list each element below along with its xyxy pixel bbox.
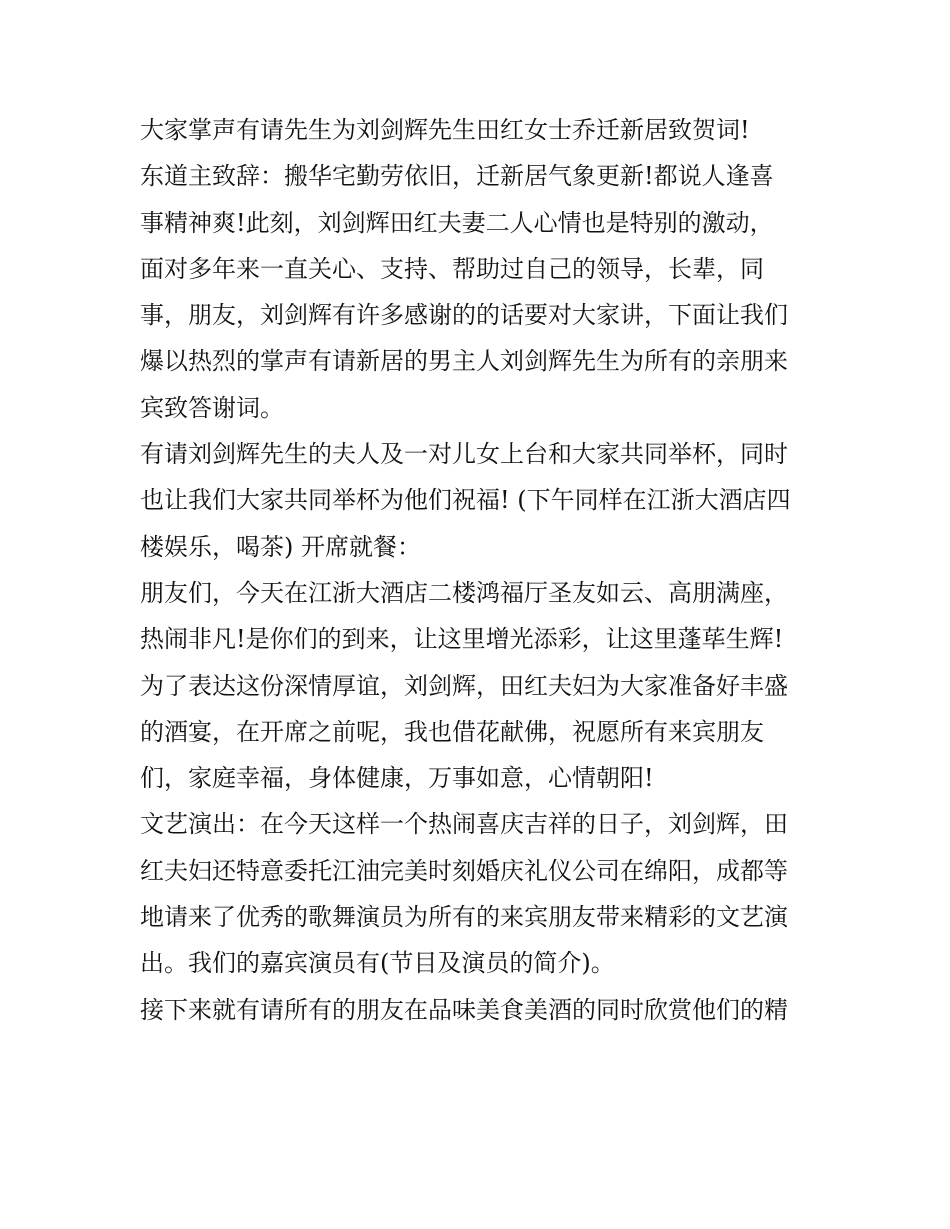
text-line: 宾致答谢词。	[140, 393, 284, 422]
document-body	[140, 107, 815, 1033]
text-line: 红夫妇还特意委托江油完美时刻婚庆礼仪公司在绵阳，成都等	[140, 856, 788, 885]
text-line: 文艺演出：在今天这样一个热闹喜庆吉祥的日子，刘剑辉，田	[140, 810, 788, 839]
text-line: 的酒宴，在开席之前呢，我也借花献佛，祝愿所有来宾朋友	[140, 717, 764, 746]
text-line: 楼娱乐，喝茶) 开席就餐：	[140, 532, 421, 561]
text-line: 热闹非凡!是你们的到来，让这里增光添彩，让这里蓬荜生辉!	[140, 625, 784, 654]
text-line: 面对多年来一直关心、支持、帮助过自己的领导，长辈，同	[140, 254, 764, 283]
text-line: 接下来就有请所有的朋友在品味美食美酒的同时欣赏他们的精	[140, 995, 788, 1024]
text-line: 事精神爽!此刻，刘剑辉田红夫妻二人心情也是特别的激动，	[140, 208, 774, 237]
text-line: 们，家庭幸福，身体健康，万事如意，心情朝阳!	[140, 764, 654, 793]
text-line: 东道主致辞：搬华宅勤劳依旧，迁新居气象更新!都说人逢喜	[140, 162, 774, 191]
text-line: 爆以热烈的掌声有请新居的男主人刘剑辉先生为所有的亲朋来	[140, 347, 788, 376]
text-line: 朋友们，今天在江浙大酒店二楼鸿福厅圣友如云、高朋满座，	[140, 578, 788, 607]
text-line: 事，朋友，刘剑辉有许多感谢的的话要对大家讲，下面让我们	[140, 301, 788, 330]
text-line: 大家掌声有请先生为刘剑辉先生田红女士乔迁新居致贺词!	[140, 116, 750, 144]
text-line: 为了表达这份深情厚谊，刘剑辉，田红夫妇为大家准备好丰盛	[140, 671, 788, 700]
text-line: 也让我们大家共同举杯为他们祝福! (下午同样在江浙大酒店四	[140, 486, 791, 515]
text-line: 有请刘剑辉先生的夫人及一对儿女上台和大家共同举杯，同时	[140, 440, 788, 469]
text-line: 地请来了优秀的歌舞演员为所有的来宾朋友带来精彩的文艺演	[140, 903, 788, 932]
text-line: 出。我们的嘉宾演员有(节目及演员的简介)。	[140, 949, 615, 978]
